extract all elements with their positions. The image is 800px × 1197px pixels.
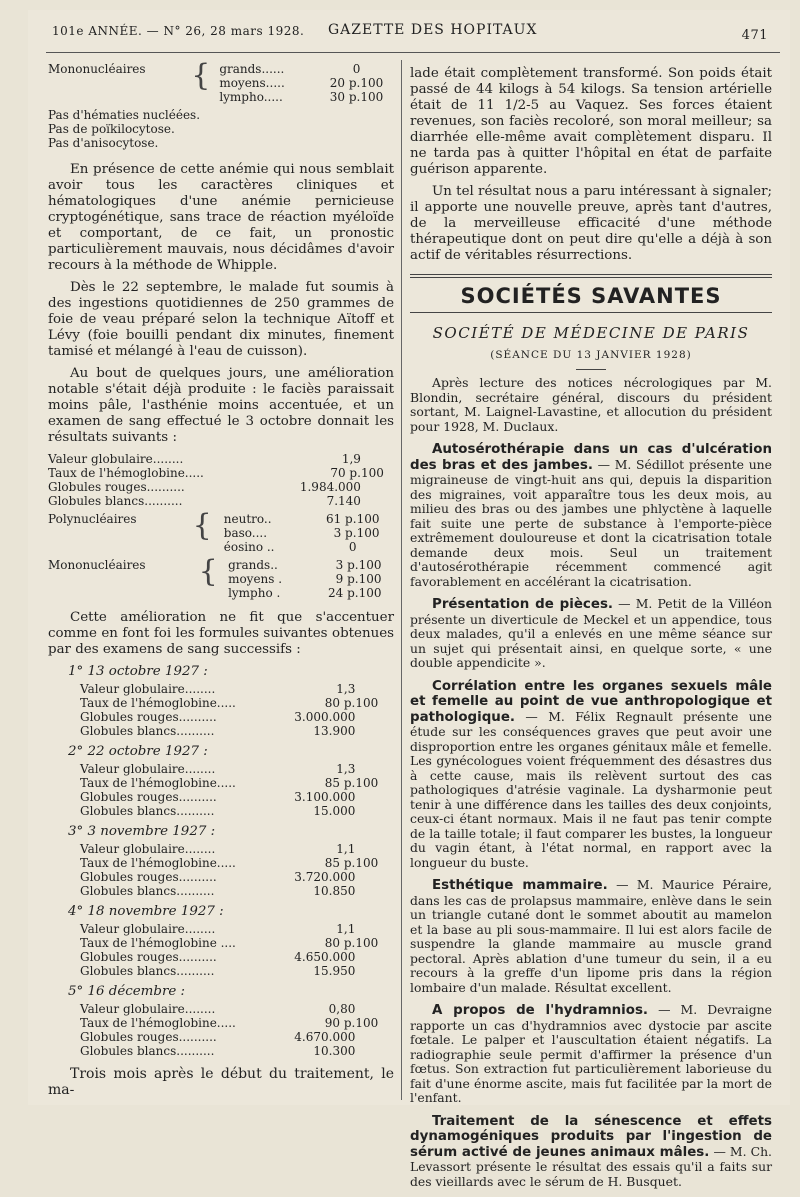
row-name: lympho..... <box>219 90 283 104</box>
row-unit <box>355 870 384 884</box>
paragraph: Cette amélioration ne fit que s'accentuer comme en font foi les formules suivantes obtenues par des examens de sang successifs : <box>48 610 394 657</box>
entry-title: Esthétique mammaire. <box>432 878 608 893</box>
row-value: 4.650.000 <box>294 950 356 964</box>
table-row <box>80 1044 384 1058</box>
exam-date: 4° 18 novembre 1927 : <box>68 904 224 919</box>
entry-title: Traitement de la sénescence et effets dynamogéniques produits par l'ingestion de sérum activé de jeunes animaux mâles. <box>410 1113 772 1160</box>
row-name: Taux de l'hémoglobine..... <box>80 1016 236 1030</box>
table-row <box>80 950 384 964</box>
poly-label: Polynucléaires <box>48 512 137 526</box>
table-row <box>80 710 384 724</box>
issue-line: 101e ANNÉE. — N° 26, 28 mars 1928. <box>52 24 305 38</box>
row-value: 0,80 <box>328 1002 356 1016</box>
row-unit: 100 <box>355 696 379 710</box>
blood-notes <box>48 108 394 150</box>
row-unit <box>355 964 384 978</box>
society-entry <box>410 597 772 671</box>
table-row <box>80 884 384 898</box>
row-value: 3 p. <box>335 558 359 572</box>
brace-icon: { <box>198 554 218 589</box>
table-row <box>80 1002 384 1016</box>
row-value: 13.900 <box>313 724 356 738</box>
row-value: 15.950 <box>313 964 356 978</box>
mono2-label: Mononucléaires <box>48 558 146 572</box>
row-value: 20 p. <box>329 76 361 90</box>
row-unit: 100 <box>355 856 379 870</box>
row-name: Globules blancs.......... <box>80 804 215 818</box>
row-name: Globules rouges.......... <box>80 950 217 964</box>
table-row <box>80 724 384 738</box>
paragraph: Un tel résultat nous a paru intéressant à signaler; il apporte une nouvelle preuve, après tant d'autres, de la merveilleuse efficacité d'une méthode thérapeutique dont on peut dire qu'elle a déjà à son actif de véritables résurrections. <box>410 184 772 263</box>
row-unit <box>361 494 394 508</box>
society-entry <box>410 679 772 871</box>
row-value: 1,9 <box>341 452 361 466</box>
table-row <box>80 922 384 936</box>
row-name: Valeur globulaire........ <box>48 452 184 466</box>
row-unit <box>355 884 384 898</box>
table-row <box>80 682 384 696</box>
row-unit: 100 <box>356 526 380 540</box>
row-name: moyens..... <box>219 76 285 90</box>
row-name: Valeur globulaire........ <box>80 842 216 856</box>
row-name: Globules blancs.......... <box>80 884 215 898</box>
exam-date: 5° 16 décembre : <box>68 984 186 999</box>
note-line: Pas d'hématies nucléées. <box>48 108 201 122</box>
note-line: Pas d'anisocytose. <box>48 136 159 150</box>
row-unit: 100 <box>355 1016 379 1030</box>
exam-table <box>80 842 384 898</box>
entry-title: Autosérothérapie dans un cas d'ulcération des bras et des jambes. <box>410 442 772 473</box>
section-rule <box>410 312 772 313</box>
table-row <box>80 1030 384 1044</box>
table-row <box>80 964 384 978</box>
row-value: 0 <box>352 62 361 76</box>
intro-paragraph: Après lecture des notices nécrologiques par M. Blondin, secrétaire général, discours du président sortant, M. Laignel-Lavastine, et allocution du président pour 1928, M. Duclaux. <box>410 375 772 434</box>
entry-body: — M. Maurice Péraire, dans les cas de prolapsus mammaire, enlève dans le sein un triangle cutané dont le sommet aboutit au mamelon et la base au pli sous-mammaire. Il lui est alors facile de suspendre la glande mammaire au muscle grand pectoral. Après ablation d'une tumeur du sein, il a eu recours à la greffe d'un lipome pris dans la région lombaire d'un malade. Résultat excellent. <box>410 877 772 995</box>
row-value: 7.140 <box>326 494 361 508</box>
row-value: 80 p. <box>324 936 356 950</box>
row-unit <box>355 1002 384 1016</box>
row-value: 10.300 <box>313 1044 356 1058</box>
row-value: 3.720.000 <box>294 870 356 884</box>
row-name: Valeur globulaire........ <box>80 682 216 696</box>
mono2-table <box>48 554 394 600</box>
row-unit <box>355 842 384 856</box>
row-unit: 100 <box>355 936 379 950</box>
exam-table <box>80 762 384 818</box>
table-row <box>80 762 384 776</box>
results-table <box>48 452 394 508</box>
row-value: 1,3 <box>336 682 356 696</box>
row-value: 80 p. <box>324 696 356 710</box>
row-value: 61 p. <box>325 512 357 526</box>
table-row <box>80 696 384 710</box>
row-value: 1.984.000 <box>299 480 361 494</box>
paragraph: Dès le 22 septembre, le malade fut soumis à des ingestions quotidiennes de 250 grammes de foie de veau préparé selon la technique Aïtoff et Lévy (foie bouilli pendant dix minutes, finement tamisé et mélangé à l'eau de cuisson). <box>48 280 394 359</box>
row-value: 4.670.000 <box>294 1030 356 1044</box>
row-unit <box>355 682 384 696</box>
header-rule <box>46 52 780 53</box>
row-name: Valeur globulaire........ <box>80 1002 216 1016</box>
society-entry <box>410 442 772 589</box>
row-name: Globules blancs.......... <box>48 494 183 508</box>
row-value: 0 <box>348 540 357 554</box>
row-name: neutro.. <box>223 512 272 526</box>
row-value: 9 p. <box>335 572 359 586</box>
row-unit <box>360 62 394 76</box>
table-row <box>80 842 384 856</box>
paragraph: En présence de cette anémie qui nous semblait avoir tous les caractères cliniques et hématologiques d'une anémie pernicieuse cryptogénétique, sans trace de réaction myéloïde et comportant, de ce fait, un pronostic particulièrement mauvais, nous décidâmes d'avoir recours à la méthode de Whipple. <box>48 162 394 273</box>
row-unit <box>355 762 384 776</box>
row-value: 70 p. <box>330 466 361 480</box>
row-value: 85 p. <box>324 856 356 870</box>
row-unit <box>361 480 394 494</box>
row-name: Globules blancs.......... <box>80 724 215 738</box>
row-name: Globules rouges.......... <box>80 1030 217 1044</box>
page-header <box>28 10 790 43</box>
seance-date: (SÉANCE DU 13 JANVIER 1928) <box>490 349 692 361</box>
exam-table <box>80 1002 384 1058</box>
exam-date: 3° 3 novembre 1927 : <box>68 824 216 839</box>
row-name: Globules blancs.......... <box>80 964 215 978</box>
society-title: SOCIÉTÉ DE MÉDECINE DE PARIS <box>432 324 750 342</box>
exam-list <box>48 664 394 1058</box>
row-unit: 100 <box>358 572 382 586</box>
row-name: Globules rouges.......... <box>80 790 217 804</box>
note-line: Pas de poïkilocytose. <box>48 122 175 136</box>
society-entry <box>410 1114 772 1190</box>
entry-body: — M. Petit de la Villéon présente un diverticule de Meckel et un appendice, tous deux malades, qu'il a enlevés en une même séance sur un sujet qui présentait ainsi, en quelque sorte, « une double appendicite ». <box>410 596 772 670</box>
exam-table <box>80 682 384 738</box>
section-rule <box>410 274 772 278</box>
journal-title: GAZETTE DES HOPITAUX <box>328 22 538 38</box>
row-unit: 100 <box>360 466 384 480</box>
row-name: Globules blancs.......... <box>80 1044 215 1058</box>
brace-icon: { <box>191 58 211 93</box>
row-name: Taux de l'hémoglobine..... <box>80 856 236 870</box>
table-row <box>80 936 384 950</box>
row-unit: 100 <box>356 512 380 526</box>
mono1-label: Mononucléaires <box>48 62 146 76</box>
entry-body: — M. Devraigne rapporte un cas d'hydramnios avec dystocie par ascite fœtale. Le palper et l'auscultation étaient négatifs. La radiographie seule permit d'affirmer la présence d'un fœtus. Son extraction fut particulièrement laborieuse du fait d'une énorme ascite, mais fut facilitée par la mort de l'enfant. <box>410 1002 772 1105</box>
row-unit <box>355 1030 384 1044</box>
table-row <box>80 776 384 790</box>
table-row <box>80 1016 384 1030</box>
row-unit: 100 <box>358 558 382 572</box>
row-unit <box>355 710 384 724</box>
entry-title: Présentation de pièces. <box>432 597 613 612</box>
entry-body: — M. Félix Regnault présente une étude sur les conséquences graves que peut avoir une disproportion entre les organes génitaux mâle et femelle. Les gynécologues voient fréquemment des désastres dus à cette cause, mais ils relèvent surtout des cas pathologiques d'atrésie vaginale. La dysharmonie peut tenir à une différence dans les tailles des deux conjoints, ceux-ci étant normaux. Mais il ne faut pas tenir compte de la taille totale; il faut comparer les bustes, la longueur du vagin étant, à l'état normal, en rapport avec la longueur du buste. <box>410 708 772 870</box>
row-value: 10.850 <box>313 884 356 898</box>
poly-table <box>48 508 394 554</box>
society-entry <box>410 1003 772 1106</box>
row-unit <box>361 452 394 466</box>
entry-body: — M. Sédillot présente une migraineuse de vingt-huit ans qui, depuis la disparition des migraines, voit apparaître tous les deux mois, au milieu des bras ou des jambes une phlyctène à laquelle fait suite une perte de substance à l'emporte-pièce extrêmement douloureuse et dont la cicatrisation totale demande deux mois. Seul un traitement d'autosérothérapie récemment commencé agit favorablement en accélérant la cicatrisation. <box>410 456 773 589</box>
row-value: 1,1 <box>336 842 356 856</box>
paragraph: lade était complètement transformé. Son poids était passé de 44 kilogs à 54 kilogs. Sa tension artérielle était de 11 1/2-5 au Vaquez. Ses forces étaient revenues, son faciès recoloré, son moral meilleur; sa diarrhée elle-même avait complètement disparu. Il ne tarda pas à quitter l'hôpital en état de parfaite guérison apparente. <box>410 66 772 177</box>
row-unit <box>355 950 384 964</box>
society-entry <box>410 878 772 995</box>
row-value: 3 p. <box>333 526 357 540</box>
row-unit <box>355 922 384 936</box>
row-name: Taux de l'hémoglobine..... <box>48 466 204 480</box>
row-unit <box>355 724 384 738</box>
table-row <box>80 790 384 804</box>
row-name: baso.... <box>223 526 268 540</box>
entry-body: — M. Ch. Levassort présente le résultat des essais qu'il a faits sur des vieillards avec le sérum de H. Busquet. <box>410 1143 772 1189</box>
section-title: SOCIÉTÉS SAVANTES <box>460 284 722 308</box>
row-unit <box>355 1044 384 1058</box>
left-column <box>48 58 394 1104</box>
row-value: 85 p. <box>324 776 356 790</box>
row-unit <box>357 540 394 554</box>
row-value: 24 p. <box>328 586 359 600</box>
entry-title: A propos de l'hydramnios. <box>432 1003 649 1018</box>
row-unit: 100 <box>360 90 384 104</box>
row-name: Taux de l'hémoglobine..... <box>80 776 236 790</box>
row-name: Valeur globulaire........ <box>80 922 216 936</box>
exam-date: 1° 13 octobre 1927 : <box>68 664 208 679</box>
right-column <box>410 66 772 1197</box>
row-name: Taux de l'hémoglobine..... <box>80 696 236 710</box>
row-name: lympho . <box>228 586 281 600</box>
row-name: Globules rouges.......... <box>80 710 217 724</box>
exam-date: 2° 22 octobre 1927 : <box>68 744 208 759</box>
entries-list <box>410 442 772 1189</box>
row-value: 1,1 <box>336 922 356 936</box>
row-name: Globules rouges.......... <box>48 480 185 494</box>
entry-title: Corrélation entre les organes sexuels mâle et femelle au point de vue anthropologique et pathologique. <box>410 678 772 725</box>
row-name: Globules rouges.......... <box>80 870 217 884</box>
row-unit <box>355 790 384 804</box>
column-divider <box>401 60 402 1100</box>
row-value: 90 p. <box>324 1016 356 1030</box>
short-rule <box>576 369 606 370</box>
row-name: Valeur globulaire........ <box>80 762 216 776</box>
row-value: 30 p. <box>329 90 361 104</box>
row-name: grands.. <box>228 558 278 572</box>
paragraph: Au bout de quelques jours, une amélioration notable s'était déjà produite : le faciès paraissait moins pâle, l'asthénie moins accentuée, et un examen de sang effectué le 3 octobre donnait les résultats suivants : <box>48 366 394 445</box>
page-number: 471 <box>741 28 768 43</box>
paragraph: Trois mois après le début du traitement, le ma- <box>48 1066 394 1098</box>
row-value: 3.000.000 <box>294 710 356 724</box>
row-unit: 100 <box>355 776 379 790</box>
table-row <box>80 856 384 870</box>
mono1-table <box>48 58 394 104</box>
row-unit <box>355 804 384 818</box>
row-name: éosino .. <box>223 540 275 554</box>
table-row <box>80 870 384 884</box>
exam-table <box>80 922 384 978</box>
row-name: grands...... <box>219 62 285 76</box>
newspaper-page <box>28 10 790 1189</box>
row-name: Taux de l'hémoglobine .... <box>80 936 236 950</box>
row-value: 15.000 <box>313 804 356 818</box>
brace-icon: { <box>192 508 212 543</box>
row-unit: 100 <box>358 586 382 600</box>
row-value: 3.100.000 <box>294 790 356 804</box>
row-name: moyens . <box>228 572 283 586</box>
row-unit: 100 <box>360 76 384 90</box>
row-value: 1,3 <box>336 762 356 776</box>
table-row <box>80 804 384 818</box>
